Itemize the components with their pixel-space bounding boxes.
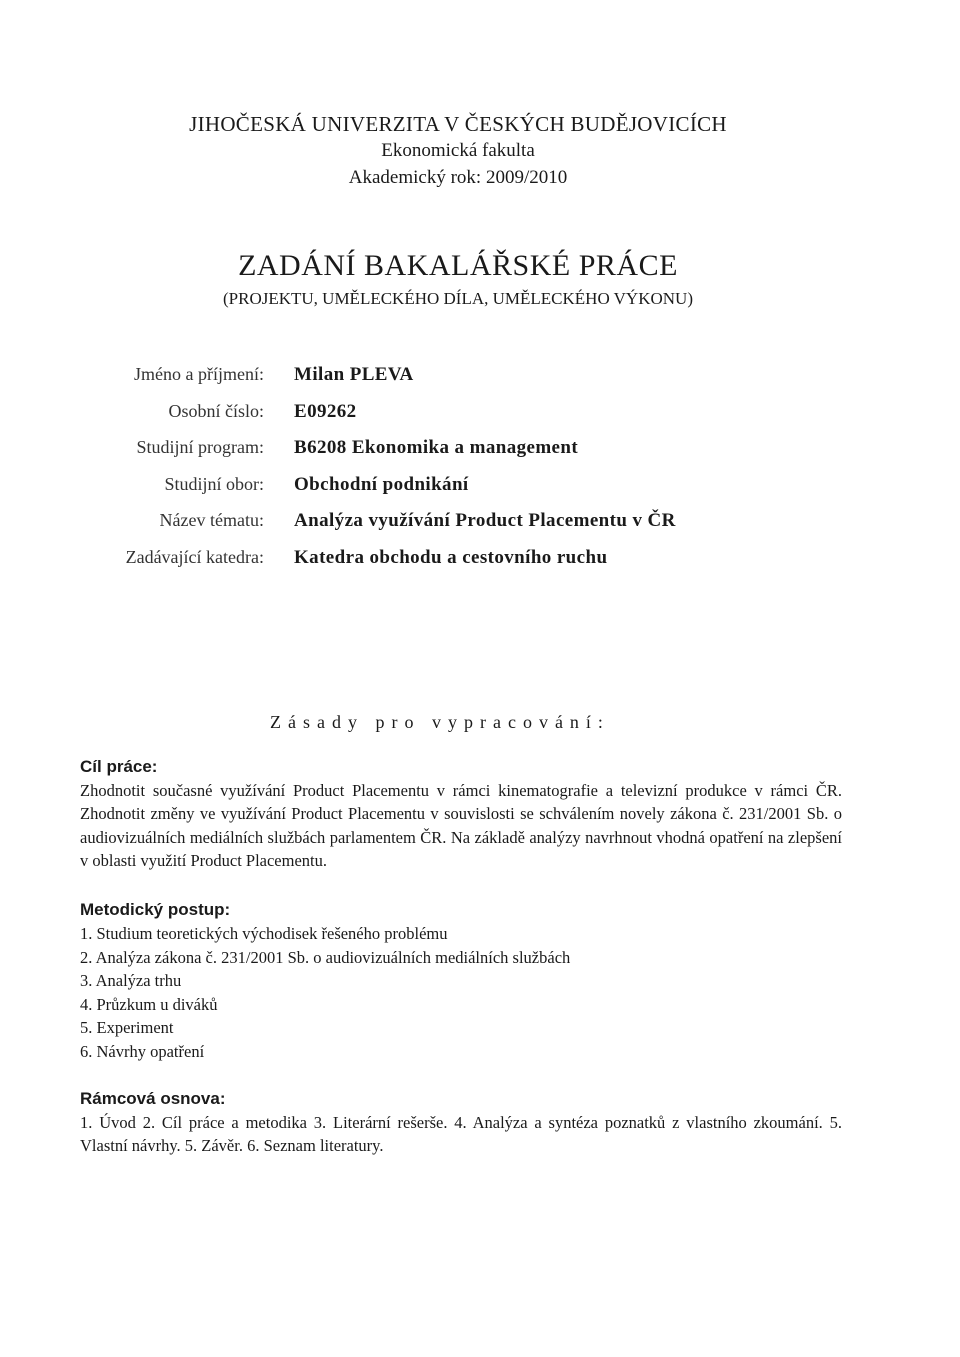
info-row-study-field (82, 474, 676, 511)
info-value: E09262 (294, 400, 357, 422)
info-row-study-program (82, 437, 676, 474)
document-header (0, 110, 916, 192)
info-label: Studijní program: (136, 437, 264, 457)
academic-year-label: Akademický rok: (348, 167, 482, 188)
title-block (0, 248, 916, 312)
info-label: Jméno a příjmení: (134, 364, 264, 384)
academic-year-value: 2009/2010 (485, 167, 568, 188)
info-label: Název tématu: (159, 510, 264, 530)
document-subtitle: (PROJEKTU, UMĚLECKÉHO DÍLA, UMĚLECKÉHO VÝKONU) (223, 289, 693, 308)
university-name: JIHOČESKÁ UNIVERZITA V ČESKÝCH BUDĚJOVICÍCH (189, 112, 727, 136)
info-label: Osobní číslo: (168, 400, 264, 421)
method-heading: Metodický postup: (80, 900, 231, 920)
guidelines-heading: Zásady pro vypracování: (270, 712, 610, 732)
assignment-body (80, 755, 842, 1158)
outline-text: 1. Úvod 2. Cíl práce a metodika 3. Literární rešerše. 4. Analýza a syntéza poznatků z vlastního zkoumání. 5. Vlastní návrhy. 5. Závěr. 6. Seznam literatury. (80, 1113, 842, 1156)
goal-text: Zhodnotit současné využívání Product Placementu v rámci kinematografie a televizní produkce v rámci ČR. Zhodnotit změny ve využívání Product Placementu v souvislosti se schválením novely zákona č. 231/2001 Sb. o audiovizuálních mediálních službách parlamentem ČR. Na základě analýzy navrhnout vhodná opatření na zlepšení v oblasti využití Product Placementu. (80, 781, 842, 870)
list-item: 1. Studium teoretických východisek řešeného problému (80, 924, 448, 944)
list-item: 3. Analýza trhu (80, 971, 182, 991)
outline-heading: Rámcová osnova: (80, 1089, 226, 1109)
info-value: Milan PLEVA (294, 364, 414, 385)
student-info-table (82, 364, 676, 583)
info-value: Katedra obchodu a cestovního ruchu (294, 546, 608, 568)
goal-heading: Cíl práce: (80, 757, 158, 776)
info-label: Zadávající katedra: (125, 546, 264, 567)
info-row-department (82, 547, 676, 584)
academic-year (0, 164, 916, 192)
list-item: 4. Průzkum u diváků (80, 994, 218, 1014)
list-item: 5. Experiment (80, 1018, 174, 1038)
info-row-topic (82, 510, 676, 547)
faculty-name: Ekonomická fakulta (381, 140, 535, 161)
info-row-personal-number (82, 401, 676, 438)
list-item: 2. Analýza zákona č. 231/2001 Sb. o audiovizuálních mediálních službách (80, 947, 571, 967)
method-list (80, 922, 842, 1063)
list-item: 6. Návrhy opatření (80, 1041, 205, 1061)
info-value: Analýza využívání Product Placementu v ČR (294, 510, 676, 531)
info-row-name (82, 364, 676, 401)
document-title: ZADÁNÍ BAKALÁŘSKÉ PRÁCE (238, 249, 678, 282)
info-value: Obchodní podnikání (294, 473, 469, 495)
info-value: B6208 Ekonomika a management (294, 437, 579, 458)
info-label: Studijní obor: (164, 473, 264, 494)
